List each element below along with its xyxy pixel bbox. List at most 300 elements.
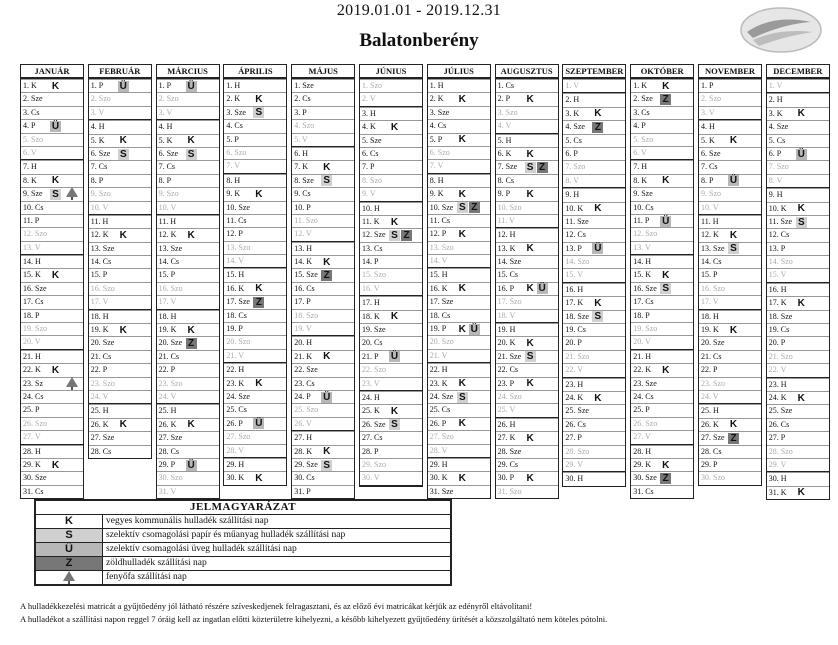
code-badge-u: Ü [538, 283, 546, 295]
day-label: 9. Szo [701, 189, 721, 199]
collection-codes [525, 94, 536, 105]
day-label: 15. H [429, 270, 448, 280]
day-label: 27. V [633, 432, 651, 442]
code-badge-z: Z [401, 230, 412, 241]
code-badge-k: K [526, 338, 534, 350]
day-label: 31. V [158, 486, 177, 496]
day-label: 25. Cs [226, 405, 247, 415]
code-badge-s: S [389, 419, 400, 430]
collection-codes [525, 162, 548, 173]
day-row [428, 268, 490, 281]
day-label: 12. Szo [633, 229, 658, 239]
day-row [699, 160, 761, 173]
day-label: 3. Sze [429, 107, 450, 117]
day-label: 15. Cs [497, 270, 519, 280]
day-label: 22. Cs [497, 365, 519, 375]
day-label: 8. P [701, 175, 714, 185]
day-row [292, 295, 354, 308]
day-label: 23. Szo [158, 378, 183, 388]
code-badge-k: K [594, 108, 602, 120]
code-badge-u: Ü [255, 418, 263, 430]
day-label: 13. P [768, 243, 786, 253]
day-row [767, 472, 829, 485]
day-row [428, 471, 490, 484]
code-badge-k: K [51, 270, 60, 282]
day-label: 19. H [497, 325, 516, 335]
code-badge-z: Z [660, 94, 671, 105]
day-row [292, 255, 354, 268]
day-row [157, 134, 219, 147]
code-badge-u: Ü [323, 391, 331, 403]
day-label: 18. H [158, 311, 177, 321]
day-label: 8. K [633, 175, 647, 185]
day-row [631, 214, 693, 227]
day-row [21, 106, 83, 119]
collection-codes [186, 419, 197, 430]
collection-codes [389, 217, 400, 228]
day-row [563, 160, 625, 173]
collection-codes [796, 298, 807, 309]
day-label: 14. Szo [565, 257, 590, 267]
day-label: 13. Szo [429, 242, 454, 252]
day-label: 11. H [90, 216, 109, 226]
day-row [496, 268, 558, 281]
day-label: 26. Szo [23, 418, 47, 428]
day-row [496, 160, 558, 173]
collection-codes [321, 175, 332, 186]
day-label: 1. P [158, 81, 172, 90]
day-row [563, 228, 625, 241]
day-row [224, 471, 286, 484]
day-label: 12. K [90, 230, 109, 240]
code-badge-z: Z [660, 473, 671, 484]
day-row [563, 215, 625, 228]
collection-codes [50, 81, 61, 92]
day-label: 14. Cs [701, 257, 722, 267]
code-badge-z: Z [321, 270, 332, 281]
day-row [428, 133, 490, 146]
day-label: 6. H [294, 148, 308, 158]
day-row [563, 147, 625, 160]
collection-codes [796, 393, 807, 404]
note-line: A hulladékot a szállítási napon reggel 7 óráig kell az ingatlan előtti közterületre kihelyezni, a később kihelyezett gyűjtőedény ürítését a közszolgáltató nem köteles pótolni. [20, 614, 608, 624]
day-label: 10. V [158, 202, 177, 212]
day-label: 4. H [158, 122, 173, 132]
day-label: 28. H [23, 446, 41, 456]
day-row [428, 106, 490, 119]
day-row [496, 471, 558, 484]
day-label: 7. V [226, 161, 241, 171]
collection-codes [321, 257, 332, 268]
day-label: 22. Sze [294, 365, 318, 375]
day-row [89, 106, 151, 120]
code-badge-k: K [255, 472, 263, 484]
code-badge-u: Ü [662, 215, 670, 227]
day-label: 19. P [226, 324, 243, 334]
collection-codes [253, 189, 264, 200]
code-badge-s: S [660, 283, 671, 294]
day-row [428, 295, 490, 308]
code-badge-u: Ü [470, 323, 478, 335]
day-row [767, 215, 829, 228]
collection-codes [525, 378, 536, 389]
code-badge-k: K [797, 392, 805, 404]
day-row [428, 227, 490, 240]
code-badge-k: K [458, 418, 466, 430]
collection-codes [592, 108, 603, 119]
day-row [496, 418, 558, 431]
day-label: 17. V [701, 297, 719, 307]
day-row [496, 485, 558, 498]
day-row [631, 106, 693, 119]
day-row [89, 174, 151, 187]
day-row [224, 254, 286, 268]
day-row [224, 133, 286, 146]
day-row [767, 160, 829, 173]
day-label: 19. P [429, 324, 447, 334]
collection-codes [728, 135, 739, 146]
day-row [157, 147, 219, 160]
collection-codes [728, 419, 739, 430]
day-row [631, 471, 693, 484]
day-label: 27. P [565, 433, 582, 443]
collection-codes [525, 338, 536, 349]
code-badge-k: K [458, 134, 466, 146]
collection-codes [118, 81, 129, 92]
code-badge-s: S [457, 202, 468, 213]
day-row [428, 174, 490, 187]
day-label: 26. Cs [768, 419, 790, 429]
day-label: 11. P [23, 215, 40, 225]
day-label: 15. Sze [294, 270, 318, 280]
day-label: 29. V [565, 459, 584, 469]
day-label: 24. Cs [633, 391, 654, 401]
day-row [563, 134, 625, 147]
day-row [292, 214, 354, 227]
day-row [21, 363, 83, 376]
day-row [767, 363, 829, 377]
collection-codes [186, 338, 197, 349]
day-label: 24. Szo [497, 391, 522, 401]
day-label: 1. V [768, 81, 783, 90]
day-label: 7. P [362, 162, 375, 172]
day-label: 20. Cs [362, 338, 383, 348]
day-label: 15. Szo [362, 270, 386, 280]
day-label: 12. Sze [362, 230, 386, 240]
day-label: 30. Szo [158, 473, 183, 483]
day-label: 1. Szo [362, 81, 382, 90]
code-badge-k: K [187, 324, 195, 336]
day-label: 25. P [633, 405, 650, 415]
day-label: 30. P [497, 473, 515, 483]
day-label: 7. K [294, 162, 308, 172]
day-row [157, 255, 219, 268]
day-row [563, 202, 625, 215]
code-badge-s: S [728, 243, 739, 254]
code-badge-k: K [390, 405, 399, 417]
day-row [157, 445, 219, 458]
collection-codes [457, 392, 468, 403]
tree-icon [65, 187, 79, 200]
day-label: 4. V [497, 121, 512, 131]
collection-codes [525, 433, 536, 444]
day-label: 21. P [362, 351, 379, 361]
day-label: 11. H [158, 216, 177, 226]
collection-codes [253, 473, 264, 484]
day-row [563, 445, 625, 458]
day-label: 9. H [768, 190, 783, 200]
day-label: 7. V [429, 161, 444, 171]
day-row [360, 310, 422, 323]
day-label: 4. Sze [768, 122, 789, 132]
day-row [767, 431, 829, 444]
day-row [224, 349, 286, 363]
day-row [89, 377, 151, 390]
day-row [496, 106, 558, 119]
collection-codes [50, 270, 61, 281]
day-label: 27. K [497, 433, 516, 443]
day-row [767, 134, 829, 147]
code-badge-k: K [797, 203, 805, 215]
day-row [496, 187, 558, 200]
day-label: 8. P [90, 175, 104, 185]
day-label: 16. H [565, 284, 584, 294]
day-row [292, 458, 354, 471]
day-label: 31. Sze [429, 486, 454, 496]
legend-code-u: Ü [36, 543, 103, 556]
day-row [89, 390, 151, 404]
day-row [157, 350, 219, 363]
day-row [699, 268, 761, 281]
day-row [89, 431, 151, 444]
collection-codes [660, 216, 671, 227]
day-label: 21. Cs [90, 351, 112, 361]
day-label: 23. Sz [23, 378, 43, 388]
day-row [631, 133, 693, 146]
day-row [496, 174, 558, 187]
code-badge-k: K [729, 135, 738, 147]
day-row [360, 404, 422, 417]
day-row [292, 282, 354, 295]
day-label: 17. H [362, 298, 380, 308]
day-row [631, 458, 693, 471]
day-row [428, 322, 490, 335]
day-label: 18. H [90, 311, 109, 321]
code-badge-k: K [594, 297, 602, 309]
day-row [157, 79, 219, 92]
day-label: 18. H [701, 311, 719, 321]
code-badge-s: S [253, 107, 264, 118]
code-badge-k: K [458, 323, 466, 335]
day-label: 5. K [701, 135, 715, 145]
day-row [496, 92, 558, 105]
collection-codes [118, 325, 129, 336]
code-badge-z: Z [253, 297, 264, 308]
day-label: 18. Szo [294, 310, 319, 320]
day-label: 23. Szo [701, 378, 725, 388]
day-label: 30. Sze [23, 473, 47, 483]
day-row [292, 309, 354, 322]
code-badge-k: K [458, 472, 466, 484]
day-label: 10. K [768, 203, 787, 213]
day-label: 24. K [768, 392, 787, 402]
collection-codes [253, 283, 264, 294]
day-label: 26. Cs [565, 419, 586, 429]
day-row [292, 471, 354, 484]
day-label: 24. Sze [429, 391, 454, 401]
day-row [360, 79, 422, 92]
day-label: 11. Szo [294, 215, 318, 225]
day-label: 13. H [294, 243, 312, 253]
day-row [21, 160, 83, 173]
day-row [699, 242, 761, 255]
day-row [428, 119, 490, 132]
day-row [157, 160, 219, 173]
day-label: 23. V [362, 378, 380, 388]
day-row [631, 377, 693, 390]
day-row [631, 417, 693, 430]
day-row [21, 174, 83, 187]
day-label: 6. Szo [429, 147, 450, 157]
day-row [496, 119, 558, 133]
day-label: 10. Sze [226, 202, 250, 212]
day-row [292, 445, 354, 458]
day-row [563, 458, 625, 472]
month-column [495, 64, 559, 499]
day-row [428, 92, 490, 105]
code-badge-s: S [321, 175, 332, 186]
day-row [89, 255, 151, 268]
day-row [360, 187, 422, 201]
collection-codes [660, 460, 671, 471]
legend-row [36, 571, 450, 584]
day-row [360, 323, 422, 336]
day-row [428, 363, 490, 376]
day-label: 8. K [23, 175, 37, 185]
day-row [699, 336, 761, 349]
day-label: 6. V [633, 147, 647, 157]
day-row [21, 430, 83, 444]
collection-codes [457, 378, 468, 389]
day-label: 23. K [429, 378, 448, 388]
day-label: 26. Sze [362, 419, 386, 429]
day-label: 27. Sze [158, 433, 183, 443]
day-label: 27. Szo [226, 432, 251, 442]
collection-codes [525, 149, 536, 160]
code-badge-s: S [525, 351, 536, 362]
day-label: 7. Cs [90, 162, 108, 172]
collection-codes [592, 298, 603, 309]
collection-codes [525, 283, 548, 294]
day-label: 29. Szo [362, 459, 386, 469]
day-label: 3. Cs [633, 107, 650, 117]
tree-icon [62, 571, 76, 584]
day-row [21, 201, 83, 214]
day-row [360, 107, 422, 120]
day-row [563, 188, 625, 201]
day-label: 3. V [90, 107, 105, 117]
day-label: 20. P [565, 338, 582, 348]
day-row [224, 295, 286, 308]
collection-codes [457, 473, 468, 484]
code-badge-s: S [186, 149, 197, 160]
collection-codes [728, 243, 739, 254]
day-label: 17. Sze [226, 297, 250, 307]
day-row [563, 391, 625, 404]
day-label: 25. Sze [565, 406, 589, 416]
legend-text: szelektív csomagolási üveg hulladék szállítási nap [106, 544, 297, 554]
day-label: 24. K [565, 392, 584, 402]
day-label: 23. H [768, 379, 787, 389]
day-row [360, 174, 422, 187]
day-label: 28. Szo [768, 446, 793, 456]
day-label: 11. Cs [226, 215, 247, 225]
code-badge-k: K [458, 378, 466, 390]
day-row [89, 134, 151, 147]
day-label: 28. P [362, 446, 379, 456]
day-row [563, 363, 625, 377]
day-label: 8. H [226, 175, 241, 185]
day-row [631, 201, 693, 214]
day-label: 22. P [90, 365, 108, 375]
collection-codes [253, 94, 264, 105]
day-row [157, 228, 219, 241]
day-label: 16. K [226, 283, 245, 293]
day-label: 2. Sze [633, 94, 653, 104]
month-header: JANUÁR [21, 65, 83, 79]
day-label: 20. Szo [429, 337, 454, 347]
day-label: 11. Cs [429, 215, 450, 225]
code-badge-k: K [662, 270, 670, 282]
day-label: 28. V [429, 445, 448, 455]
day-row [157, 431, 219, 444]
day-label: 1. V [565, 81, 580, 90]
day-row [21, 403, 83, 416]
day-label: 29. K [633, 459, 651, 469]
day-label: 2. Szo [158, 94, 179, 104]
day-label: 31. K [768, 487, 787, 497]
day-row [699, 92, 761, 105]
day-label: 7. Cs [701, 162, 718, 172]
day-row [699, 390, 761, 404]
day-row [767, 147, 829, 160]
collection-codes [660, 283, 671, 294]
code-badge-k: K [662, 459, 670, 471]
day-label: 21. K [294, 351, 312, 361]
collection-codes [728, 230, 739, 241]
day-row [224, 417, 286, 430]
day-row [224, 377, 286, 390]
day-row [224, 444, 286, 458]
day-row [292, 403, 354, 416]
month-header: NOVEMBER [699, 65, 761, 79]
day-row [428, 335, 490, 348]
legend [34, 499, 452, 586]
day-label: 14. P [362, 257, 379, 267]
day-label: 9. K [226, 189, 241, 199]
day-label: 19. K [701, 325, 719, 335]
day-label: 25. H [90, 406, 109, 416]
day-label: 29. V [768, 459, 787, 469]
day-row [767, 120, 829, 133]
day-row [360, 215, 422, 228]
day-row [360, 147, 422, 160]
day-row [631, 485, 693, 498]
day-row [157, 310, 219, 323]
day-row [292, 201, 354, 214]
day-label: 18. P [23, 310, 40, 320]
day-row [21, 445, 83, 458]
